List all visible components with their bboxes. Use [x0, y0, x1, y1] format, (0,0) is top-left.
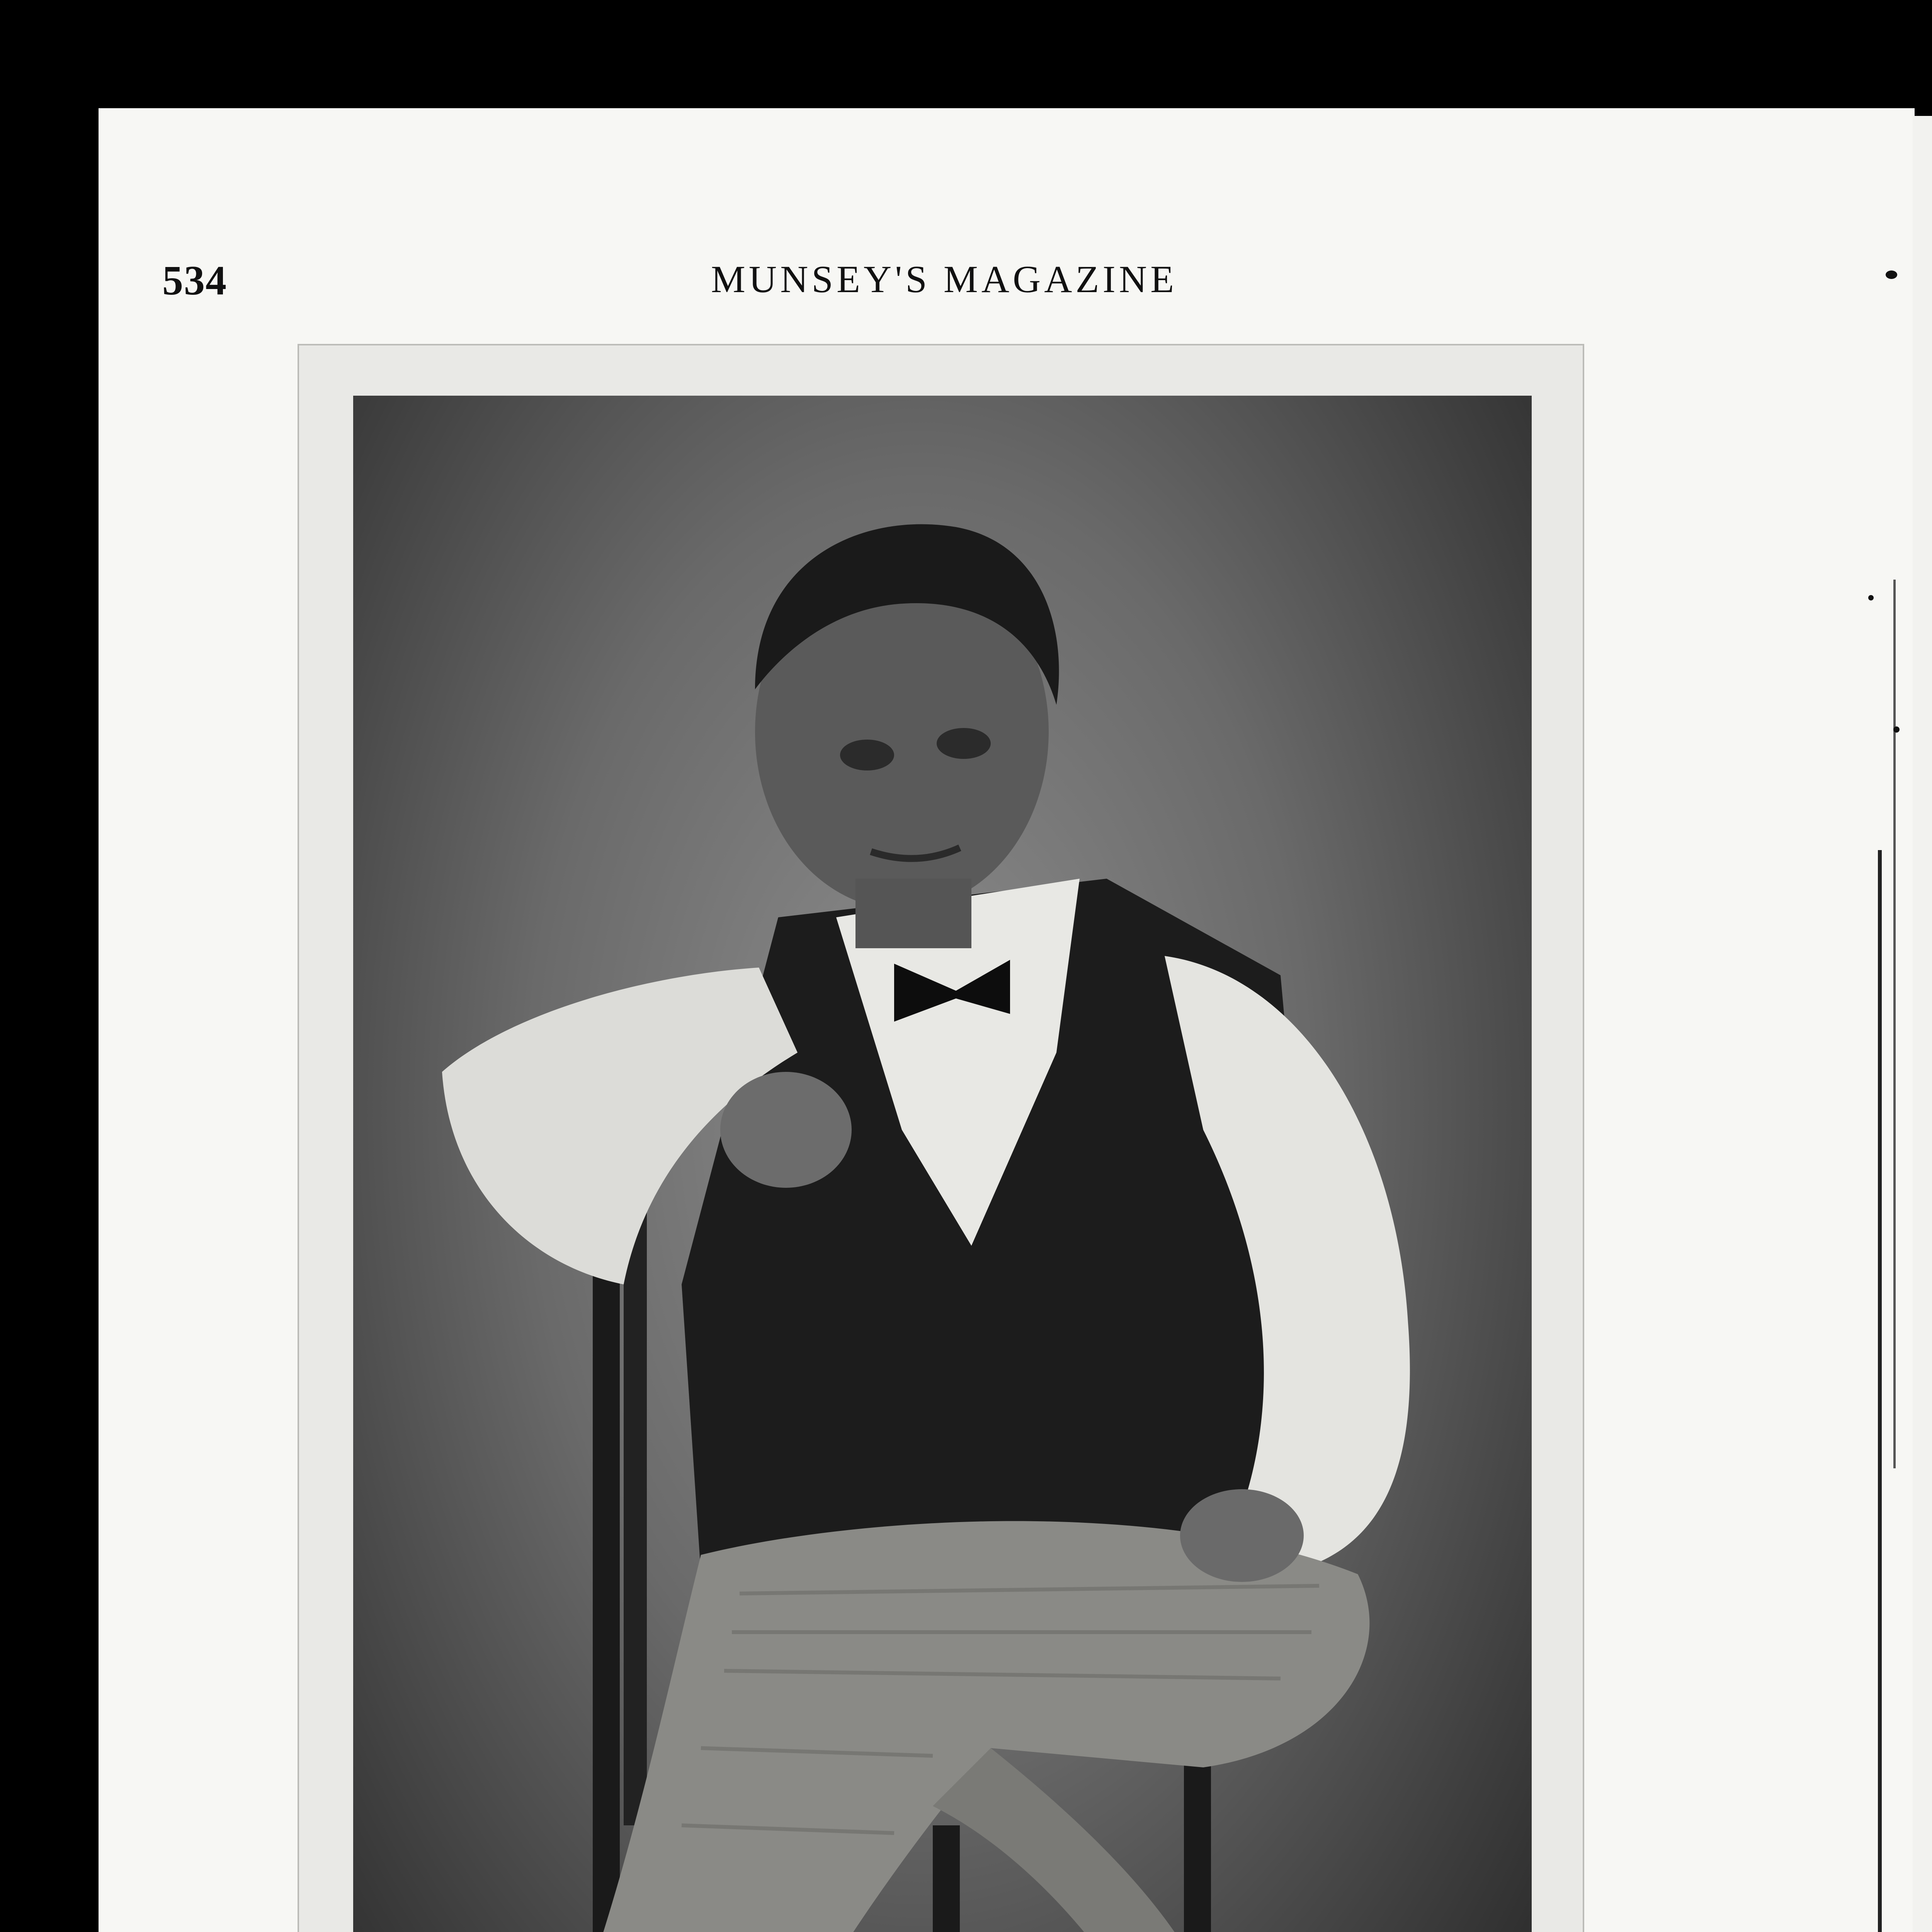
scan-speck — [1886, 270, 1897, 279]
page-binding-shadow-secondary — [1893, 580, 1896, 1468]
running-title: MUNSEY'S MAGAZINE — [711, 258, 1178, 301]
adjacent-page-edge — [1913, 116, 1932, 1932]
portrait-illustration — [353, 396, 1532, 1932]
scan-speck — [1893, 726, 1900, 733]
portrait-photograph — [353, 396, 1532, 1932]
scan-speck — [1868, 595, 1874, 600]
page-binding-shadow — [1878, 850, 1882, 1932]
page-number: 534 — [162, 258, 227, 304]
photo-plate — [298, 344, 1584, 1932]
